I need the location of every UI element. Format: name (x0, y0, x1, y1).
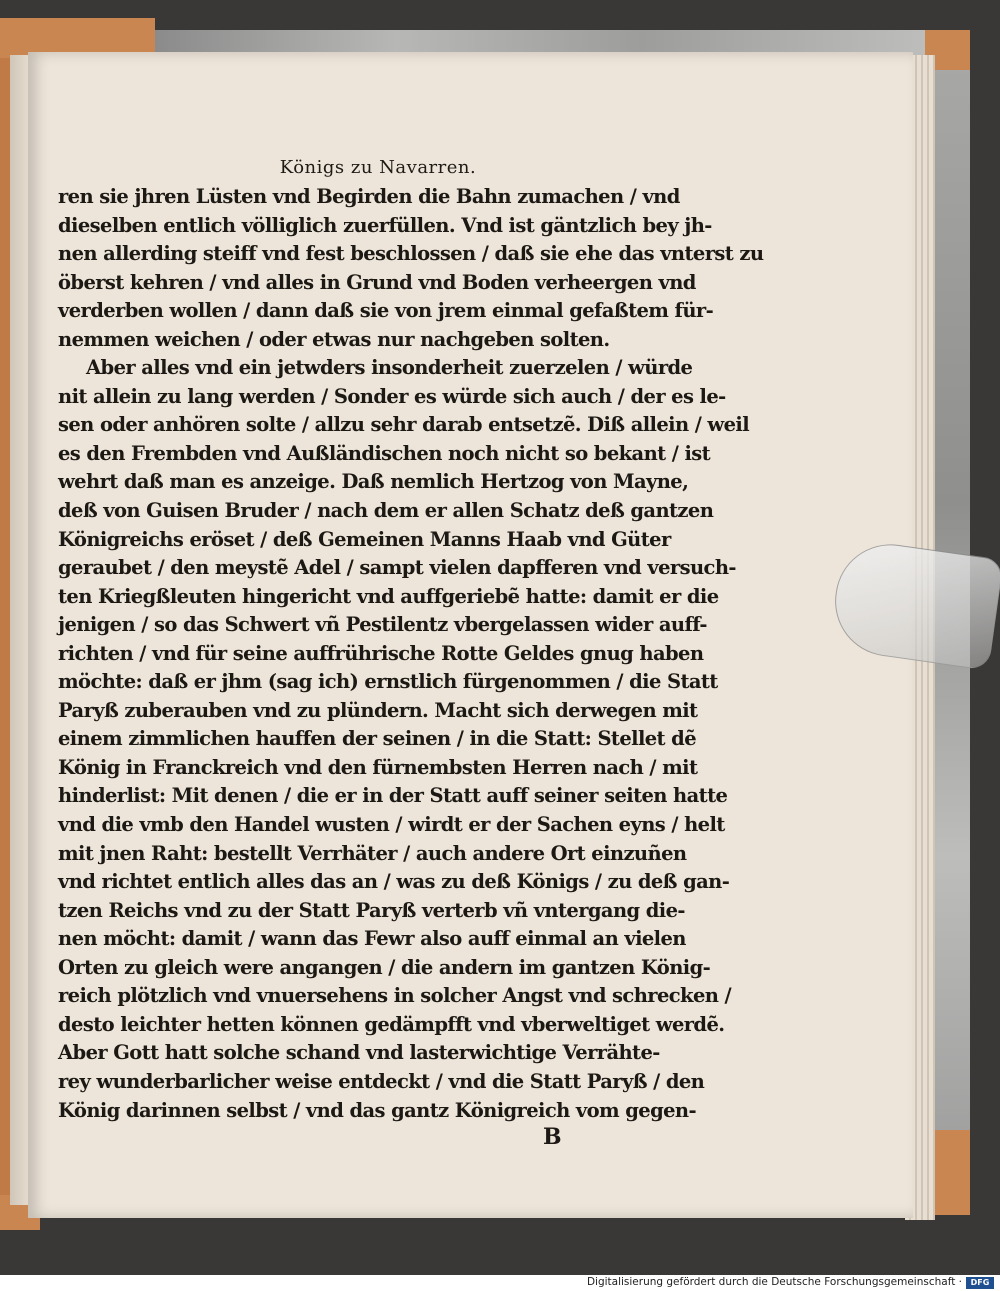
text-line: deß von Guisen Bruder / nach dem er allen Schatz deß gantzen (58, 499, 714, 523)
text-line: König darinnen selbst / vnd das gantz Königreich vom gegen- (58, 1098, 696, 1122)
text-line: möchte: daß er jhm (sag ich) ernstlich fürgenommen / die Statt (58, 670, 718, 694)
running-head: Königs zu Navarren. (279, 157, 477, 178)
text-line: dieselben entlich völliglich zuerfüllen. Vnd ist gäntzlich bey jh- (58, 213, 712, 237)
catchword: B (543, 1124, 562, 1150)
body-text (58, 183, 764, 1125)
text-line: Paryß zuberauben vnd zu plündern. Macht sich derwegen mit (58, 698, 698, 722)
text-line: Orten zu gleich were angangen / die andern im gantzen König- (58, 955, 711, 979)
text-line: jenigen / so das Schwert vñ Pestilentz vbergelassen wider auff- (58, 613, 707, 637)
text-line: verderben wollen / dann daß sie von jrem einmal gefaßtem für- (58, 299, 714, 323)
text-line: nen allerding steiff vnd fest beschlossen / daß sie ehe das vnterst zu (58, 242, 764, 266)
text-line: öberst kehren / vnd alles in Grund vnd Boden verheergen vnd (58, 270, 696, 294)
text-line: wehrt daß man es anzeige. Daß nemlich Hertzog von Mayne, (58, 470, 689, 494)
text-line: ren sie jhren Lüsten vnd Begirden die Bahn zumachen / vnd (58, 185, 680, 208)
text-line: rey wunderbarlicher weise entdeckt / vnd die Statt Paryß / den (58, 1069, 705, 1093)
funding-credit: Digitalisierung gefördert durch die Deutsche Forschungsgemeinschaft · (586, 1276, 962, 1288)
text-line: richten / vnd für seine auffrührische Rotte Geldes gnug haben (58, 641, 704, 665)
text-line: desto leichter hetten können gedämpfft vnd vberweltiget werdẽ. (58, 1012, 725, 1036)
dfg-logo: DFG (966, 1277, 994, 1289)
text-line: sen oder anhören solte / allzu sehr darab entsetzẽ. Diß allein / weil (58, 413, 750, 437)
text-line: einem zimmlichen hauffen der seinen / in die Statt: Stellet dẽ (58, 727, 696, 751)
text-line: nit allein zu lang werden / Sonder es würde sich auch / der es le- (58, 384, 726, 408)
text-line: nemmen weichen / oder etwas nur nachgeben solten. (58, 327, 610, 351)
text-line: vnd die vmb den Handel wusten / wirdt er der Sachen eyns / helt (58, 813, 725, 837)
text-line: Aber Gott hatt solche schand vnd lasterwichtige Verrähte- (58, 1041, 660, 1065)
text-line: König in Franckreich vnd den fürnembsten Herren nach / mit (58, 755, 698, 779)
text-line: ten Kriegßleuten hingericht vnd auffgeriebẽ hatte: damit er die (58, 584, 719, 608)
text-line: hinderlist: Mit denen / die er in der Statt auff seiner seiten hatte (58, 784, 728, 808)
text-line: geraubet / den meystẽ Adel / sampt vielen dapfferen vnd versuch- (58, 556, 736, 580)
text-line: Aber alles vnd ein jetwders insonderheit zuerzelen / würde (86, 356, 693, 380)
text-line: es den Frembden vnd Außländischen noch nicht so bekant / ist (58, 441, 711, 465)
text-line: mit jnen Raht: bestellt Verrhäter / auch andere Ort einzuñen (58, 841, 687, 865)
text-line: Königreichs eröset / deß Gemeinen Manns Haab vnd Güter (58, 527, 671, 551)
text-line: tzen Reichs vnd zu der Statt Paryß verterb vñ vntergang die- (58, 898, 685, 922)
text-line: reich plötzlich vnd vnuersehens in solcher Angst vnd schrecken / (58, 984, 732, 1008)
facing-page-edge (10, 55, 30, 1205)
text-line: vnd richtet entlich alles das an / was zu deß Königs / zu deß gan- (58, 870, 730, 894)
text-line: nen möcht: damit / wann das Fewr also auff einmal an vielen (58, 927, 686, 951)
